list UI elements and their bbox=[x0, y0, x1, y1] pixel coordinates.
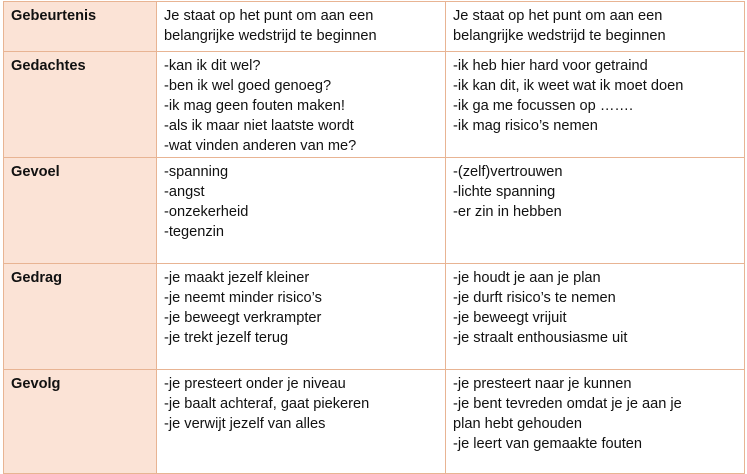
cell-line: -spanning bbox=[164, 164, 229, 180]
comparison-table bbox=[3, 1, 745, 474]
cell-line: -je straalt enthousiasme uit bbox=[453, 330, 628, 346]
table-row bbox=[4, 2, 745, 52]
table-row bbox=[4, 370, 745, 474]
cell-positive-scenario bbox=[446, 158, 745, 264]
table-row bbox=[4, 52, 745, 158]
cell-line: -ik mag risico’s nemen bbox=[453, 118, 598, 134]
cell-line: belangrijke wedstrijd te beginnen bbox=[453, 28, 666, 44]
cell-negative-scenario bbox=[157, 158, 446, 264]
cell-negative-scenario bbox=[157, 52, 446, 158]
row-label: Gedrag bbox=[4, 264, 157, 370]
cell-line: -ik kan dit, ik weet wat ik moet doen bbox=[453, 78, 684, 94]
cell-line: plan hebt gehouden bbox=[453, 416, 583, 432]
cell-negative-scenario bbox=[157, 264, 446, 370]
cell-line: -je durft risico’s te nemen bbox=[453, 290, 616, 306]
cell-line: -je bent tevreden omdat je je aan je bbox=[453, 396, 682, 412]
cell-positive-scenario bbox=[446, 2, 745, 52]
row-label: Gebeurtenis bbox=[4, 2, 157, 52]
cell-line: -als ik maar niet laatste wordt bbox=[164, 118, 354, 134]
cell-positive-scenario bbox=[446, 52, 745, 158]
cell-line: -er zin in hebben bbox=[453, 204, 562, 220]
cell-line: -je houdt je aan je plan bbox=[453, 270, 601, 286]
cell-line: -je baalt achteraf, gaat piekeren bbox=[164, 396, 370, 412]
cell-line: belangrijke wedstrijd te beginnen bbox=[164, 28, 377, 44]
cell-line: -lichte spanning bbox=[453, 184, 556, 200]
cell-line: -je leert van gemaakte fouten bbox=[453, 436, 643, 452]
cell-negative-scenario bbox=[157, 370, 446, 474]
cell-line: -ben ik wel goed genoeg? bbox=[164, 78, 332, 94]
cell-line: -angst bbox=[164, 184, 205, 200]
cell-line: -je beweegt vrijuit bbox=[453, 310, 567, 326]
cell-line: -ik ga me focussen op ……. bbox=[453, 98, 634, 114]
row-label: Gevoel bbox=[4, 158, 157, 264]
cell-line: -je presteert naar je kunnen bbox=[453, 376, 632, 392]
cell-line: -(zelf)vertrouwen bbox=[453, 164, 563, 180]
cell-line: -tegenzin bbox=[164, 224, 225, 240]
cell-line: -ik mag geen fouten maken! bbox=[164, 98, 345, 114]
cell-line: Je staat op het punt om aan een bbox=[453, 8, 663, 24]
table-row bbox=[4, 158, 745, 264]
row-label: Gevolg bbox=[4, 370, 157, 474]
row-label: Gedachtes bbox=[4, 52, 157, 158]
cell-line: -je trekt jezelf terug bbox=[164, 330, 289, 346]
cell-line: -je verwijt jezelf van alles bbox=[164, 416, 326, 432]
cell-line: -kan ik dit wel? bbox=[164, 58, 261, 74]
cell-negative-scenario bbox=[157, 2, 446, 52]
cell-positive-scenario bbox=[446, 370, 745, 474]
cell-line: -je beweegt verkrampter bbox=[164, 310, 322, 326]
cell-line: -je presteert onder je niveau bbox=[164, 376, 346, 392]
cell-line: -je neemt minder risico’s bbox=[164, 290, 322, 306]
cell-line: -wat vinden anderen van me? bbox=[164, 138, 357, 154]
cell-line: -onzekerheid bbox=[164, 204, 249, 220]
cell-line: -je maakt jezelf kleiner bbox=[164, 270, 310, 286]
table-row bbox=[4, 264, 745, 370]
cell-positive-scenario bbox=[446, 264, 745, 370]
cell-line: -ik heb hier hard voor getraind bbox=[453, 58, 648, 74]
cell-line: Je staat op het punt om aan een bbox=[164, 8, 374, 24]
